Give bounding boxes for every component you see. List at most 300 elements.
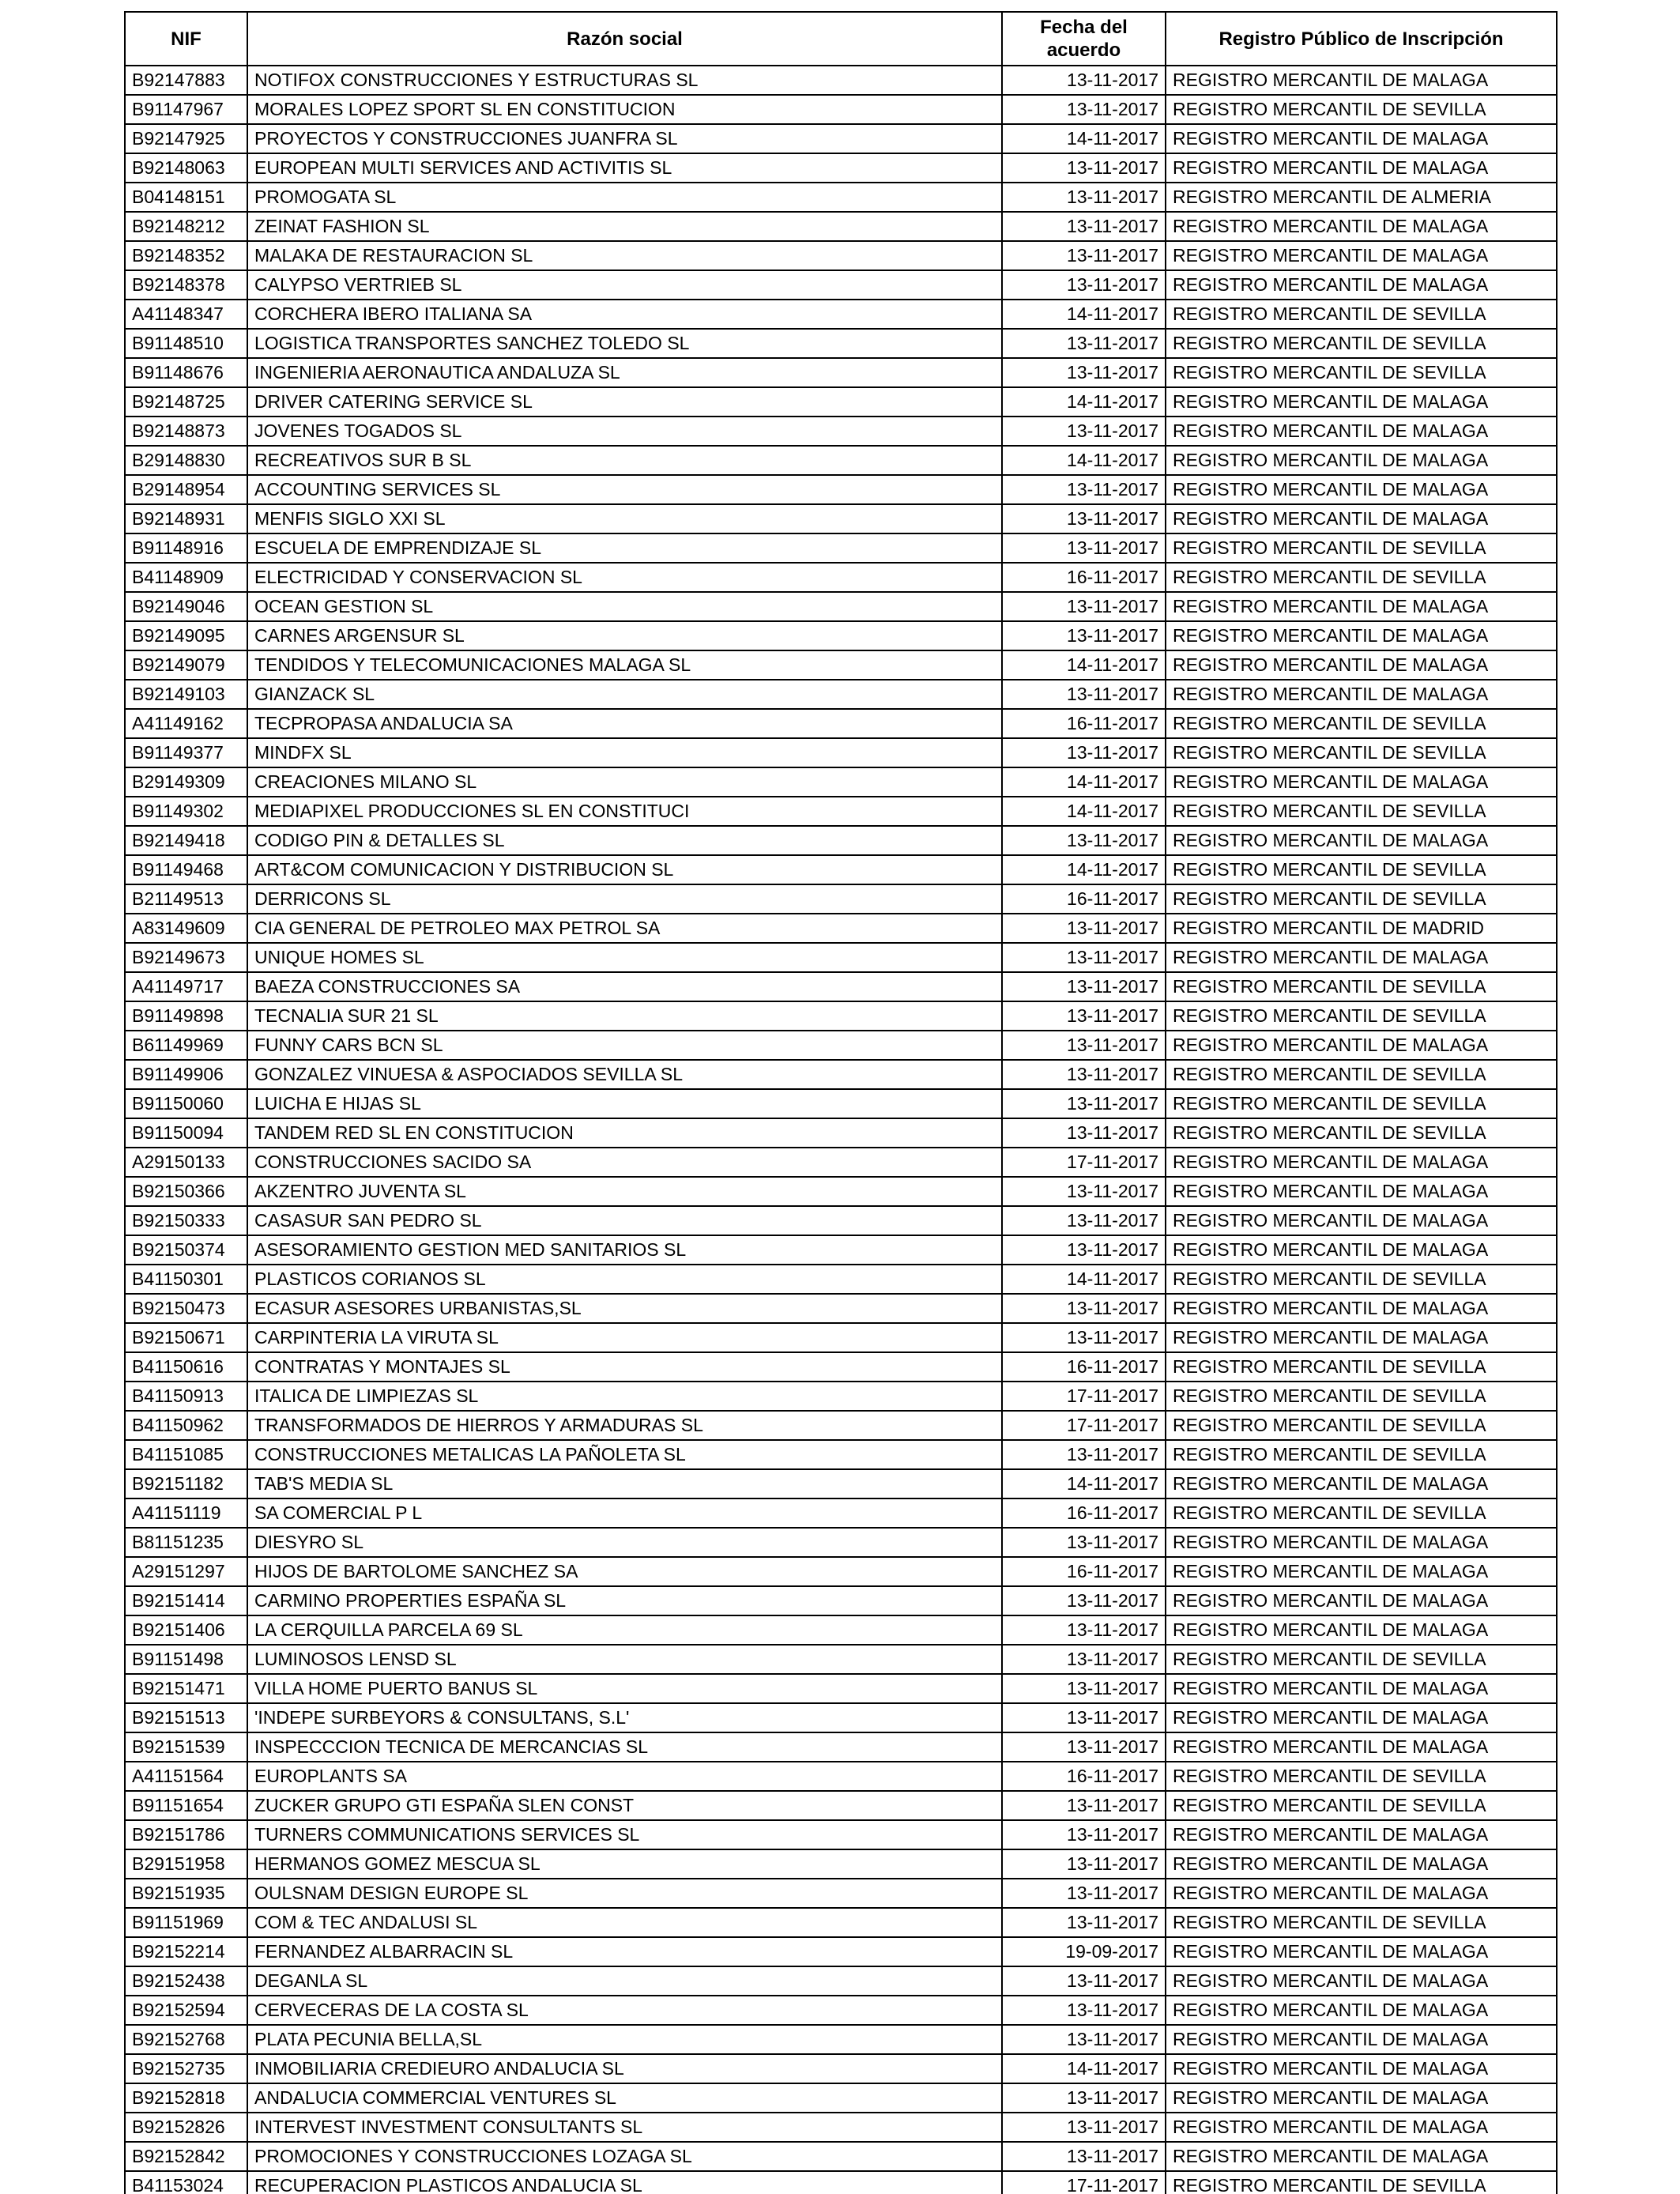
registro-cell: REGISTRO MERCANTIL DE SEVILLA <box>1166 738 1557 767</box>
table-row <box>125 1235 1557 1265</box>
nif-cell: B92152438 <box>125 1966 247 1996</box>
registro-cell: REGISTRO MERCANTIL DE SEVILLA <box>1166 1908 1557 1937</box>
registro-cell: REGISTRO MERCANTIL DE MALAGA <box>1166 1323 1557 1352</box>
razon-social-cell: CERVECERAS DE LA COSTA SL <box>247 1996 1002 2025</box>
razon-social-cell: LA CERQUILLA PARCELA 69 SL <box>247 1615 1002 1645</box>
registro-cell: REGISTRO MERCANTIL DE SEVILLA <box>1166 358 1557 387</box>
registro-cell: REGISTRO MERCANTIL DE MALAGA <box>1166 1966 1557 1996</box>
table-row <box>125 2113 1557 2142</box>
registro-cell: REGISTRO MERCANTIL DE SEVILLA <box>1166 1118 1557 1148</box>
table-row <box>125 680 1557 709</box>
nif-cell: B41150913 <box>125 1382 247 1411</box>
table-row <box>125 1674 1557 1703</box>
fecha-acuerdo-cell: 13-11-2017 <box>1002 1791 1166 1820</box>
table-row <box>125 914 1557 943</box>
nif-cell: B91149302 <box>125 797 247 826</box>
fecha-acuerdo-cell: 14-11-2017 <box>1002 1265 1166 1294</box>
fecha-acuerdo-cell: 13-11-2017 <box>1002 738 1166 767</box>
razon-social-cell: OULSNAM DESIGN EUROPE SL <box>247 1879 1002 1908</box>
nif-cell: A41151119 <box>125 1498 247 1528</box>
registro-cell: REGISTRO MERCANTIL DE MALAGA <box>1166 475 1557 504</box>
nif-cell: B61149969 <box>125 1031 247 1060</box>
registro-cell: REGISTRO MERCANTIL DE MALAGA <box>1166 650 1557 680</box>
table-row <box>125 1615 1557 1645</box>
table-row <box>125 533 1557 563</box>
table-row <box>125 2054 1557 2083</box>
razon-social-cell: EUROPEAN MULTI SERVICES AND ACTIVITIS SL <box>247 153 1002 183</box>
table-row <box>125 2142 1557 2171</box>
nif-cell: B92148212 <box>125 212 247 241</box>
fecha-acuerdo-cell: 16-11-2017 <box>1002 884 1166 914</box>
razon-social-cell: ASESORAMIENTO GESTION MED SANITARIOS SL <box>247 1235 1002 1265</box>
razon-social-cell: MEDIAPIXEL PRODUCCIONES SL EN CONSTITUCI <box>247 797 1002 826</box>
table-body <box>125 66 1557 2194</box>
nif-cell: B91149906 <box>125 1060 247 1089</box>
nif-cell: B92152735 <box>125 2054 247 2083</box>
nif-cell: B92147925 <box>125 124 247 153</box>
table-row <box>125 504 1557 533</box>
razon-social-cell: FERNANDEZ ALBARRACIN SL <box>247 1937 1002 1966</box>
nif-cell: B91148916 <box>125 533 247 563</box>
registro-cell: REGISTRO MERCANTIL DE MALAGA <box>1166 2025 1557 2054</box>
razon-social-cell: CARMINO PROPERTIES ESPAÑA SL <box>247 1586 1002 1615</box>
razon-social-cell: DIESYRO SL <box>247 1528 1002 1557</box>
nif-cell: B41151085 <box>125 1440 247 1469</box>
fecha-acuerdo-cell: 13-11-2017 <box>1002 66 1166 95</box>
nif-cell: B92148352 <box>125 241 247 270</box>
nif-cell: B41148909 <box>125 563 247 592</box>
fecha-acuerdo-cell: 13-11-2017 <box>1002 1703 1166 1732</box>
nif-cell: B92151471 <box>125 1674 247 1703</box>
registro-cell: REGISTRO MERCANTIL DE SEVILLA <box>1166 1001 1557 1031</box>
razon-social-cell: HERMANOS GOMEZ MESCUA SL <box>247 1849 1002 1879</box>
registro-cell: REGISTRO MERCANTIL DE MALAGA <box>1166 1615 1557 1645</box>
table-row <box>125 1762 1557 1791</box>
header-nif: NIF <box>125 12 247 66</box>
registro-cell: REGISTRO MERCANTIL DE SEVILLA <box>1166 95 1557 124</box>
nif-cell: B92150473 <box>125 1294 247 1323</box>
table-row <box>125 1469 1557 1498</box>
razon-social-cell: MENFIS SIGLO XXI SL <box>247 504 1002 533</box>
table-row <box>125 183 1557 212</box>
razon-social-cell: INGENIERIA AERONAUTICA ANDALUZA SL <box>247 358 1002 387</box>
registro-cell: REGISTRO MERCANTIL DE MALAGA <box>1166 66 1557 95</box>
nif-cell: B92148873 <box>125 417 247 446</box>
table-row <box>125 1440 1557 1469</box>
registro-cell: REGISTRO MERCANTIL DE SEVILLA <box>1166 972 1557 1001</box>
nif-cell: B92151406 <box>125 1615 247 1645</box>
razon-social-cell: LUMINOSOS LENSD SL <box>247 1645 1002 1674</box>
fecha-acuerdo-cell: 14-11-2017 <box>1002 387 1166 417</box>
table-row <box>125 95 1557 124</box>
nif-cell: B91150060 <box>125 1089 247 1118</box>
razon-social-cell: DEGANLA SL <box>247 1966 1002 1996</box>
nif-cell: B91151969 <box>125 1908 247 1937</box>
nif-cell: B92149046 <box>125 592 247 621</box>
razon-social-cell: SA COMERCIAL P L <box>247 1498 1002 1528</box>
registro-cell: REGISTRO MERCANTIL DE MALAGA <box>1166 592 1557 621</box>
razon-social-cell: CASASUR SAN PEDRO SL <box>247 1206 1002 1235</box>
registro-cell: REGISTRO MERCANTIL DE SEVILLA <box>1166 1265 1557 1294</box>
registro-cell: REGISTRO MERCANTIL DE MALAGA <box>1166 387 1557 417</box>
table-row <box>125 1118 1557 1148</box>
table-row <box>125 1703 1557 1732</box>
registro-cell: REGISTRO MERCANTIL DE SEVILLA <box>1166 1352 1557 1382</box>
table-row <box>125 1879 1557 1908</box>
fecha-acuerdo-cell: 14-11-2017 <box>1002 300 1166 329</box>
razon-social-cell: ART&COM COMUNICACION Y DISTRIBUCION SL <box>247 855 1002 884</box>
table-row <box>125 300 1557 329</box>
nif-cell: B41150301 <box>125 1265 247 1294</box>
table-row <box>125 1001 1557 1031</box>
nif-cell: B92149079 <box>125 650 247 680</box>
registro-cell: REGISTRO MERCANTIL DE MALAGA <box>1166 1528 1557 1557</box>
razon-social-cell: ELECTRICIDAD Y CONSERVACION SL <box>247 563 1002 592</box>
fecha-acuerdo-cell: 13-11-2017 <box>1002 972 1166 1001</box>
nif-cell: B92149103 <box>125 680 247 709</box>
table-row <box>125 972 1557 1001</box>
table-row <box>125 1148 1557 1177</box>
fecha-acuerdo-cell: 16-11-2017 <box>1002 709 1166 738</box>
fecha-acuerdo-cell: 13-11-2017 <box>1002 914 1166 943</box>
registro-cell: REGISTRO MERCANTIL DE MALAGA <box>1166 446 1557 475</box>
registro-cell: REGISTRO MERCANTIL DE SEVILLA <box>1166 855 1557 884</box>
registro-cell: REGISTRO MERCANTIL DE MADRID <box>1166 914 1557 943</box>
header-fecha-acuerdo: Fecha del acuerdo <box>1002 12 1166 66</box>
table-row <box>125 767 1557 797</box>
fecha-acuerdo-cell: 13-11-2017 <box>1002 504 1166 533</box>
razon-social-cell: ITALICA DE LIMPIEZAS SL <box>247 1382 1002 1411</box>
fecha-acuerdo-cell: 13-11-2017 <box>1002 183 1166 212</box>
razon-social-cell: RECREATIVOS SUR B SL <box>247 446 1002 475</box>
fecha-acuerdo-cell: 14-11-2017 <box>1002 2054 1166 2083</box>
table-row <box>125 446 1557 475</box>
registro-cell: REGISTRO MERCANTIL DE MALAGA <box>1166 1557 1557 1586</box>
table-row <box>125 1528 1557 1557</box>
razon-social-cell: TURNERS COMMUNICATIONS SERVICES SL <box>247 1820 1002 1849</box>
nif-cell: B41150616 <box>125 1352 247 1382</box>
fecha-acuerdo-cell: 13-11-2017 <box>1002 1732 1166 1762</box>
fecha-acuerdo-cell: 14-11-2017 <box>1002 797 1166 826</box>
razon-social-cell: MINDFX SL <box>247 738 1002 767</box>
fecha-acuerdo-cell: 17-11-2017 <box>1002 1411 1166 1440</box>
registro-cell: REGISTRO MERCANTIL DE MALAGA <box>1166 1148 1557 1177</box>
nif-cell: A83149609 <box>125 914 247 943</box>
table-row <box>125 1557 1557 1586</box>
razon-social-cell: CONSTRUCCIONES METALICAS LA PAÑOLETA SL <box>247 1440 1002 1469</box>
fecha-acuerdo-cell: 16-11-2017 <box>1002 1762 1166 1791</box>
fecha-acuerdo-cell: 13-11-2017 <box>1002 212 1166 241</box>
razon-social-cell: RECUPERACION PLASTICOS ANDALUCIA SL <box>247 2171 1002 2194</box>
razon-social-cell: CONSTRUCCIONES SACIDO SA <box>247 1148 1002 1177</box>
nif-cell: B92150374 <box>125 1235 247 1265</box>
razon-social-cell: CIA GENERAL DE PETROLEO MAX PETROL SA <box>247 914 1002 943</box>
nif-cell: A29151297 <box>125 1557 247 1586</box>
fecha-acuerdo-cell: 13-11-2017 <box>1002 2083 1166 2113</box>
registro-cell: REGISTRO MERCANTIL DE MALAGA <box>1166 1703 1557 1732</box>
table-row <box>125 1908 1557 1937</box>
razon-social-cell: FUNNY CARS BCN SL <box>247 1031 1002 1060</box>
fecha-acuerdo-cell: 14-11-2017 <box>1002 1469 1166 1498</box>
razon-social-cell: ZUCKER GRUPO GTI ESPAÑA SLEN CONST <box>247 1791 1002 1820</box>
table-row <box>125 241 1557 270</box>
registro-cell: REGISTRO MERCANTIL DE SEVILLA <box>1166 1440 1557 1469</box>
table-row <box>125 1820 1557 1849</box>
fecha-acuerdo-cell: 13-11-2017 <box>1002 1820 1166 1849</box>
razon-social-cell: PROYECTOS Y CONSTRUCCIONES JUANFRA SL <box>247 124 1002 153</box>
nif-cell: B92148063 <box>125 153 247 183</box>
fecha-acuerdo-cell: 14-11-2017 <box>1002 855 1166 884</box>
registro-cell: REGISTRO MERCANTIL DE SEVILLA <box>1166 533 1557 563</box>
registro-cell: REGISTRO MERCANTIL DE SEVILLA <box>1166 1060 1557 1089</box>
fecha-acuerdo-cell: 13-11-2017 <box>1002 153 1166 183</box>
registro-cell: REGISTRO MERCANTIL DE MALAGA <box>1166 1674 1557 1703</box>
nif-cell: B29151958 <box>125 1849 247 1879</box>
table-row <box>125 621 1557 650</box>
registro-cell: REGISTRO MERCANTIL DE SEVILLA <box>1166 1382 1557 1411</box>
fecha-acuerdo-cell: 13-11-2017 <box>1002 270 1166 300</box>
table-row <box>125 563 1557 592</box>
registro-cell: REGISTRO MERCANTIL DE MALAGA <box>1166 1294 1557 1323</box>
fecha-acuerdo-cell: 16-11-2017 <box>1002 563 1166 592</box>
razon-social-cell: ZEINAT FASHION SL <box>247 212 1002 241</box>
registro-cell: REGISTRO MERCANTIL DE MALAGA <box>1166 153 1557 183</box>
nif-cell: B92149673 <box>125 943 247 972</box>
registro-cell: REGISTRO MERCANTIL DE MALAGA <box>1166 1586 1557 1615</box>
table-row <box>125 943 1557 972</box>
table-row <box>125 1732 1557 1762</box>
razon-social-cell: COM & TEC ANDALUSI SL <box>247 1908 1002 1937</box>
table-row <box>125 1937 1557 1966</box>
fecha-acuerdo-cell: 13-11-2017 <box>1002 1645 1166 1674</box>
razon-social-cell: JOVENES TOGADOS SL <box>247 417 1002 446</box>
razon-social-cell: CARPINTERIA LA VIRUTA SL <box>247 1323 1002 1352</box>
nif-cell: B92152768 <box>125 2025 247 2054</box>
fecha-acuerdo-cell: 13-11-2017 <box>1002 621 1166 650</box>
nif-cell: B92148931 <box>125 504 247 533</box>
nif-cell: B91148510 <box>125 329 247 358</box>
companies-table <box>124 11 1558 2194</box>
fecha-acuerdo-cell: 13-11-2017 <box>1002 1586 1166 1615</box>
nif-cell: B21149513 <box>125 884 247 914</box>
razon-social-cell: CARNES ARGENSUR SL <box>247 621 1002 650</box>
registro-cell: REGISTRO MERCANTIL DE MALAGA <box>1166 943 1557 972</box>
table-row <box>125 855 1557 884</box>
registro-cell: REGISTRO MERCANTIL DE MALAGA <box>1166 1235 1557 1265</box>
razon-social-cell: HIJOS DE BARTOLOME SANCHEZ SA <box>247 1557 1002 1586</box>
razon-social-cell: AKZENTRO JUVENTA SL <box>247 1177 1002 1206</box>
table-row <box>125 358 1557 387</box>
table-row <box>125 1089 1557 1118</box>
nif-cell: B04148151 <box>125 183 247 212</box>
registro-cell: REGISTRO MERCANTIL DE MALAGA <box>1166 1879 1557 1908</box>
fecha-acuerdo-cell: 13-11-2017 <box>1002 1966 1166 1996</box>
nif-cell: B91151498 <box>125 1645 247 1674</box>
fecha-acuerdo-cell: 13-11-2017 <box>1002 2113 1166 2142</box>
nif-cell: A41149717 <box>125 972 247 1001</box>
table-row <box>125 1177 1557 1206</box>
razon-social-cell: NOTIFOX CONSTRUCCIONES Y ESTRUCTURAS SL <box>247 66 1002 95</box>
razon-social-cell: CALYPSO VERTRIEB SL <box>247 270 1002 300</box>
table-row <box>125 124 1557 153</box>
table-row <box>125 1031 1557 1060</box>
registro-cell: REGISTRO MERCANTIL DE MALAGA <box>1166 241 1557 270</box>
table-row <box>125 66 1557 95</box>
fecha-acuerdo-cell: 13-11-2017 <box>1002 1674 1166 1703</box>
registro-cell: REGISTRO MERCANTIL DE ALMERIA <box>1166 183 1557 212</box>
nif-cell: B81151235 <box>125 1528 247 1557</box>
table-row <box>125 1265 1557 1294</box>
nif-cell: A41148347 <box>125 300 247 329</box>
fecha-acuerdo-cell: 14-11-2017 <box>1002 650 1166 680</box>
nif-cell: B92152214 <box>125 1937 247 1966</box>
table-row <box>125 1411 1557 1440</box>
table-row <box>125 387 1557 417</box>
fecha-acuerdo-cell: 16-11-2017 <box>1002 1557 1166 1586</box>
registro-cell: REGISTRO MERCANTIL DE SEVILLA <box>1166 300 1557 329</box>
fecha-acuerdo-cell: 13-11-2017 <box>1002 241 1166 270</box>
nif-cell: A41149162 <box>125 709 247 738</box>
table-row <box>125 738 1557 767</box>
nif-cell: B92151513 <box>125 1703 247 1732</box>
nif-cell: B91149898 <box>125 1001 247 1031</box>
nif-cell: A29150133 <box>125 1148 247 1177</box>
razon-social-cell: CODIGO PIN & DETALLES SL <box>247 826 1002 855</box>
table-row <box>125 1352 1557 1382</box>
registro-cell: REGISTRO MERCANTIL DE MALAGA <box>1166 1937 1557 1966</box>
nif-cell: B92152842 <box>125 2142 247 2171</box>
fecha-acuerdo-cell: 13-11-2017 <box>1002 592 1166 621</box>
table-row <box>125 1586 1557 1615</box>
fecha-acuerdo-cell: 13-11-2017 <box>1002 329 1166 358</box>
razon-social-cell: CORCHERA IBERO ITALIANA SA <box>247 300 1002 329</box>
nif-cell: B92151935 <box>125 1879 247 1908</box>
razon-social-cell: PROMOCIONES Y CONSTRUCCIONES LOZAGA SL <box>247 2142 1002 2171</box>
razon-social-cell: TECNALIA SUR 21 SL <box>247 1001 1002 1031</box>
fecha-acuerdo-cell: 19-09-2017 <box>1002 1937 1166 1966</box>
registro-cell: REGISTRO MERCANTIL DE MALAGA <box>1166 2113 1557 2142</box>
razon-social-cell: ACCOUNTING SERVICES SL <box>247 475 1002 504</box>
registro-cell: REGISTRO MERCANTIL DE MALAGA <box>1166 826 1557 855</box>
razon-social-cell: GIANZACK SL <box>247 680 1002 709</box>
nif-cell: B92149418 <box>125 826 247 855</box>
fecha-acuerdo-cell: 13-11-2017 <box>1002 1440 1166 1469</box>
razon-social-cell: 'INDEPE SURBEYORS & CONSULTANS, S.L' <box>247 1703 1002 1732</box>
registro-cell: REGISTRO MERCANTIL DE MALAGA <box>1166 1849 1557 1879</box>
registro-cell: REGISTRO MERCANTIL DE MALAGA <box>1166 621 1557 650</box>
fecha-acuerdo-cell: 13-11-2017 <box>1002 1849 1166 1879</box>
registro-cell: REGISTRO MERCANTIL DE MALAGA <box>1166 1469 1557 1498</box>
fecha-acuerdo-cell: 13-11-2017 <box>1002 1908 1166 1937</box>
fecha-acuerdo-cell: 13-11-2017 <box>1002 358 1166 387</box>
fecha-acuerdo-cell: 14-11-2017 <box>1002 767 1166 797</box>
razon-social-cell: OCEAN GESTION SL <box>247 592 1002 621</box>
fecha-acuerdo-cell: 13-11-2017 <box>1002 1235 1166 1265</box>
razon-social-cell: VILLA HOME PUERTO BANUS SL <box>247 1674 1002 1703</box>
fecha-acuerdo-cell: 13-11-2017 <box>1002 680 1166 709</box>
nif-cell: B92152818 <box>125 2083 247 2113</box>
fecha-acuerdo-cell: 13-11-2017 <box>1002 1323 1166 1352</box>
table-row <box>125 2171 1557 2194</box>
registro-cell: REGISTRO MERCANTIL DE MALAGA <box>1166 212 1557 241</box>
table-row <box>125 2083 1557 2113</box>
table-header-row <box>125 12 1557 66</box>
nif-cell: B92148378 <box>125 270 247 300</box>
nif-cell: B92150671 <box>125 1323 247 1352</box>
table-row <box>125 884 1557 914</box>
fecha-acuerdo-cell: 13-11-2017 <box>1002 1206 1166 1235</box>
fecha-acuerdo-cell: 13-11-2017 <box>1002 1996 1166 2025</box>
fecha-acuerdo-cell: 13-11-2017 <box>1002 417 1166 446</box>
table-row <box>125 709 1557 738</box>
registro-cell: REGISTRO MERCANTIL DE SEVILLA <box>1166 1089 1557 1118</box>
fecha-acuerdo-cell: 13-11-2017 <box>1002 1879 1166 1908</box>
nif-cell: B29148830 <box>125 446 247 475</box>
nif-cell: B92151414 <box>125 1586 247 1615</box>
razon-social-cell: CREACIONES MILANO SL <box>247 767 1002 797</box>
razon-social-cell: PLASTICOS CORIANOS SL <box>247 1265 1002 1294</box>
nif-cell: B92149095 <box>125 621 247 650</box>
fecha-acuerdo-cell: 14-11-2017 <box>1002 124 1166 153</box>
razon-social-cell: ECASUR ASESORES URBANISTAS,SL <box>247 1294 1002 1323</box>
nif-cell: B92152826 <box>125 2113 247 2142</box>
fecha-acuerdo-cell: 17-11-2017 <box>1002 2171 1166 2194</box>
registro-cell: REGISTRO MERCANTIL DE SEVILLA <box>1166 563 1557 592</box>
registro-cell: REGISTRO MERCANTIL DE MALAGA <box>1166 1031 1557 1060</box>
razon-social-cell: LUICHA E HIJAS SL <box>247 1089 1002 1118</box>
fecha-acuerdo-cell: 13-11-2017 <box>1002 95 1166 124</box>
table-row <box>125 1791 1557 1820</box>
registro-cell: REGISTRO MERCANTIL DE MALAGA <box>1166 2142 1557 2171</box>
table-row <box>125 270 1557 300</box>
fecha-acuerdo-cell: 13-11-2017 <box>1002 1615 1166 1645</box>
razon-social-cell: INSPECCCION TECNICA DE MERCANCIAS SL <box>247 1732 1002 1762</box>
fecha-acuerdo-cell: 13-11-2017 <box>1002 2142 1166 2171</box>
nif-cell: B91150094 <box>125 1118 247 1148</box>
nif-cell: B92150366 <box>125 1177 247 1206</box>
table-row <box>125 1323 1557 1352</box>
table-row <box>125 1060 1557 1089</box>
registro-cell: REGISTRO MERCANTIL DE MALAGA <box>1166 1177 1557 1206</box>
fecha-acuerdo-cell: 13-11-2017 <box>1002 1528 1166 1557</box>
registro-cell: REGISTRO MERCANTIL DE SEVILLA <box>1166 1498 1557 1528</box>
nif-cell: B29148954 <box>125 475 247 504</box>
razon-social-cell: TENDIDOS Y TELECOMUNICACIONES MALAGA SL <box>247 650 1002 680</box>
table-row <box>125 1966 1557 1996</box>
razon-social-cell: GONZALEZ VINUESA & ASPOCIADOS SEVILLA SL <box>247 1060 1002 1089</box>
table-row <box>125 1382 1557 1411</box>
registro-cell: REGISTRO MERCANTIL DE MALAGA <box>1166 1996 1557 2025</box>
fecha-acuerdo-cell: 13-11-2017 <box>1002 1001 1166 1031</box>
razon-social-cell: DERRICONS SL <box>247 884 1002 914</box>
fecha-acuerdo-cell: 13-11-2017 <box>1002 475 1166 504</box>
razon-social-cell: PROMOGATA SL <box>247 183 1002 212</box>
fecha-acuerdo-cell: 13-11-2017 <box>1002 533 1166 563</box>
header-razon-social: Razón social <box>247 12 1002 66</box>
fecha-acuerdo-cell: 13-11-2017 <box>1002 1060 1166 1089</box>
registro-cell: REGISTRO MERCANTIL DE SEVILLA <box>1166 1791 1557 1820</box>
razon-social-cell: INMOBILIARIA CREDIEURO ANDALUCIA SL <box>247 2054 1002 2083</box>
razon-social-cell: CONTRATAS Y MONTAJES SL <box>247 1352 1002 1382</box>
nif-cell: B41153024 <box>125 2171 247 2194</box>
fecha-acuerdo-cell: 17-11-2017 <box>1002 1148 1166 1177</box>
table-row <box>125 1498 1557 1528</box>
registro-cell: REGISTRO MERCANTIL DE MALAGA <box>1166 504 1557 533</box>
table-row <box>125 1996 1557 2025</box>
table-row <box>125 592 1557 621</box>
fecha-acuerdo-cell: 13-11-2017 <box>1002 943 1166 972</box>
razon-social-cell: UNIQUE HOMES SL <box>247 943 1002 972</box>
